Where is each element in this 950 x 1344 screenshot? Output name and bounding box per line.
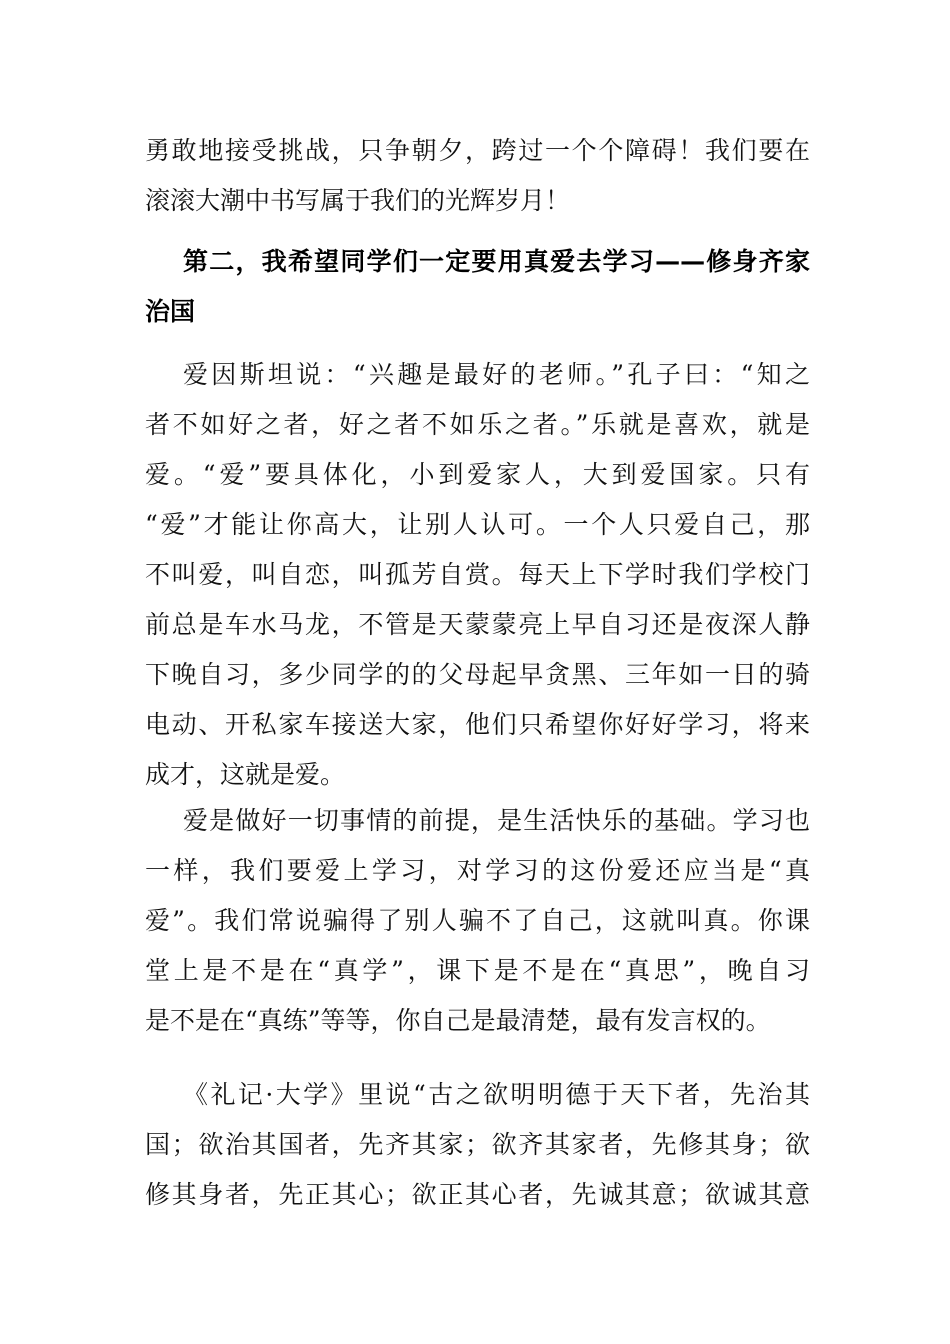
heading-line: 第二，我希望同学们一定要用真爱去学习——修身齐家: [183, 247, 810, 276]
paragraph-einstein: [145, 350, 810, 800]
text-line: 堂上是不是在“真学”，课下是不是在“真思”，晚自习: [145, 956, 810, 985]
text-line: 下晚自习，多少同学的的父母起早贪黑、三年如一日的骑: [145, 660, 810, 689]
text-line: 电动、开私家车接送大家，他们只希望你好好学习，将来: [145, 710, 810, 739]
text-line: 爱。“爱”要具体化，小到爱家人，大到爱国家。只有: [145, 460, 810, 489]
text-line: “爱”才能让你高大，让别人认可。一个人只爱自己，那: [145, 510, 810, 539]
text-line: 一样，我们要爱上学习，对学习的这份爱还应当是“真: [145, 856, 810, 885]
text-line: 国；欲治其国者，先齐其家；欲齐其家者，先修其身；欲: [145, 1130, 810, 1159]
heading-line: 治国: [145, 297, 196, 326]
text-line: 滚滚大潮中书写属于我们的光辉岁月！: [145, 186, 571, 215]
text-line: 不叫爱，叫自恋，叫孤芳自赏。每天上下学时我们学校门: [145, 560, 810, 589]
text-line: 爱”。我们常说骗得了别人骗不了自己，这就叫真。你课: [145, 906, 810, 935]
text-line: 爱是做好一切事情的前提，是生活快乐的基础。学习也: [183, 806, 810, 835]
text-line: 《礼记·大学》里说“古之欲明明德于天下者，先治其: [183, 1080, 810, 1109]
text-line: 者不如好之者，好之者不如乐之者。”乐就是喜欢，就是: [145, 410, 810, 439]
text-line: 成才，这就是爱。: [145, 760, 346, 789]
paragraph-liji: [145, 1070, 810, 1220]
text-line: 前总是车水马龙，不管是天蒙蒙亮上早自习还是夜深人静: [145, 610, 810, 639]
paragraph-intro: [145, 126, 810, 226]
text-line: 是不是在“真练”等等，你自己是最清楚，最有发言权的。: [145, 1006, 771, 1035]
text-line: 修其身者，先正其心；欲正其心者，先诚其意；欲诚其意: [145, 1180, 810, 1209]
paragraph-love: [145, 796, 810, 1046]
text-line: 爱因斯坦说：“兴趣是最好的老师。”孔子曰：“知之: [183, 360, 810, 389]
text-line: 勇敢地接受挑战，只争朝夕，跨过一个个障碍！我们要在: [145, 136, 810, 165]
section-heading: [145, 237, 810, 337]
